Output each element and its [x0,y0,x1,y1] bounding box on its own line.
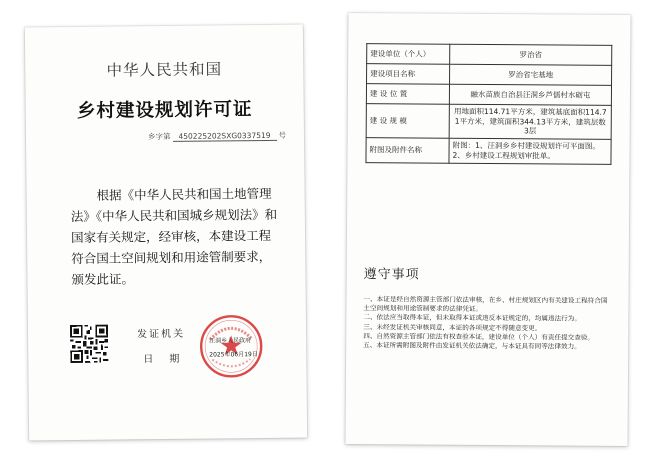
notice-title: 遵守事项 [363,267,420,283]
table-row [366,137,611,164]
serial-suffix: 号 [278,130,287,140]
official-seal [198,313,265,380]
project-details-table [365,43,612,164]
field-value: 附图：1、汪洞乡乡村建设规划许可平面图。2、乡村建设工程规划审批单。 [449,138,611,164]
certificate-front-page [25,25,307,441]
field-label: 建设项目名称 [367,64,450,85]
field-label: 建 设 规 模 [366,104,449,138]
certificate-back-page [345,13,630,446]
preamble-text: 根据《中华人民共和国土地管理法》《中华人民共和国城乡规划法》和国家有关规定，经审核，本建设工程符合国土空间规划和用途管制要求，颁发此证。 [70,185,278,287]
field-label: 附图及附件名称 [366,137,449,163]
field-label: 建 设 位 置 [366,84,449,105]
permit-title: 乡村建设规划许可证 [76,99,253,122]
serial-number: 450225202SXG0337519 [172,131,276,142]
table-row [367,64,612,86]
list-item: 一、本证是经自然资源主管部门依法审核，在乡、村庄规划区内有关建设工程符合国土空间规划和用途管制要求的法律凭证。 [363,295,608,314]
date-label: 日期 [143,353,196,366]
issuer-name: 汪洞乡人民政府 [209,337,252,345]
list-item: 五、本证所需附图及附件由发证机关依法确定，与本证具有同等法律效力。 [363,341,581,351]
table-row [367,44,612,66]
issuing-country: 中华人民共和国 [106,60,223,80]
table-row [366,104,611,139]
issue-date: 2025年06月19日 [209,351,258,359]
issuer-label: 发证机关 [137,328,186,341]
list-item: 四、自然资源主管部门依法有权查验本证，建设单位（个人）有责任提交查验。 [363,331,595,342]
serial-number-row [148,130,286,142]
field-value: 罗治省宅基地 [450,64,612,85]
list-item: 二、依法应当取得本证，但未取得本证或违反本证规定的，均属违法行为。 [363,313,581,324]
field-value: 罗治省 [450,44,612,65]
notice-list [363,295,611,352]
serial-prefix: 乡字第 [147,131,171,142]
field-label: 建设单位（个人） [367,44,450,65]
table-row [366,84,611,106]
field-value: 用地面积114.71平方米，建筑基底面积114.71平方米，建筑面积344.13平方米，建筑层数3层 [449,104,611,139]
list-item: 三、未经发证机关审核同意，本证的各项规定不得随意变更。 [363,322,542,332]
qr-code [70,325,108,363]
field-value: 融水苗族自治县汪洞乡芦儒村水砺屯 [449,84,611,105]
